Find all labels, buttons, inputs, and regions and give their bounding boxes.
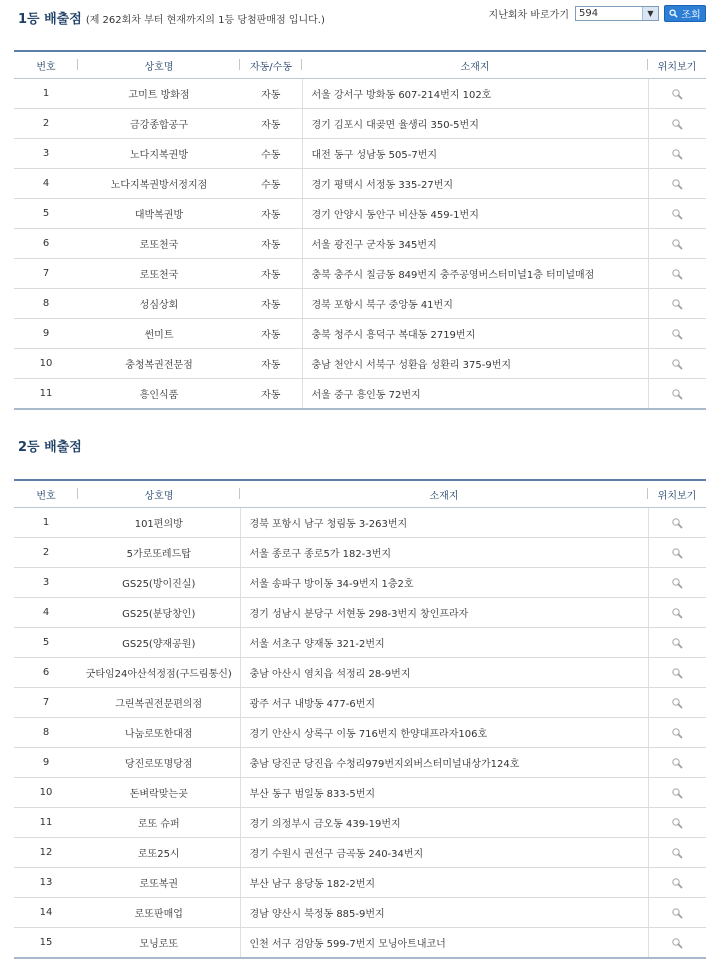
row-number: 10 bbox=[14, 778, 78, 808]
section1-heading bbox=[18, 8, 325, 27]
store-name: 로또판매업 bbox=[78, 898, 240, 928]
store-name: 나눔로또한대점 bbox=[78, 718, 240, 748]
location-cell bbox=[648, 568, 706, 598]
magnifier-icon[interactable] bbox=[671, 547, 683, 559]
table-row bbox=[14, 568, 706, 598]
store-name: 대박복권방 bbox=[78, 199, 240, 229]
table-row bbox=[14, 79, 706, 109]
row-number: 3 bbox=[14, 139, 78, 169]
row-number: 1 bbox=[14, 508, 78, 538]
store-name: 로또 슈퍼 bbox=[78, 808, 240, 838]
store-name: 썬미트 bbox=[78, 319, 240, 349]
section2-table bbox=[14, 479, 706, 959]
magnifier-icon[interactable] bbox=[671, 358, 683, 370]
round-select[interactable] bbox=[575, 6, 659, 21]
magnifier-icon[interactable] bbox=[671, 757, 683, 769]
row-number: 10 bbox=[14, 349, 78, 379]
store-address: 서울 서초구 양재동 321-2번지 bbox=[240, 628, 648, 658]
table-row bbox=[14, 169, 706, 199]
row-number: 11 bbox=[14, 808, 78, 838]
table-row bbox=[14, 928, 706, 959]
row-number: 5 bbox=[14, 628, 78, 658]
location-cell bbox=[648, 109, 706, 139]
table-row bbox=[14, 688, 706, 718]
table-row bbox=[14, 748, 706, 778]
row-number: 6 bbox=[14, 658, 78, 688]
store-name: 로또25시 bbox=[78, 838, 240, 868]
row-number: 12 bbox=[14, 838, 78, 868]
location-cell bbox=[648, 898, 706, 928]
store-address: 대전 동구 성남동 505-7번지 bbox=[302, 139, 648, 169]
header-location: 위치보기 bbox=[648, 480, 706, 508]
selection-type: 자동 bbox=[240, 79, 302, 109]
table-row bbox=[14, 109, 706, 139]
table-row bbox=[14, 259, 706, 289]
store-address: 서울 송파구 방이동 34-9번지 1층2호 bbox=[240, 568, 648, 598]
table-header-row bbox=[14, 480, 706, 508]
store-name: 로또천국 bbox=[78, 259, 240, 289]
row-number: 9 bbox=[14, 319, 78, 349]
store-address: 경기 평택시 서정동 335-27번지 bbox=[302, 169, 648, 199]
header-address: 소재지 bbox=[302, 51, 648, 79]
selection-type: 자동 bbox=[240, 379, 302, 410]
search-button-label: 조회 bbox=[681, 10, 701, 21]
location-cell bbox=[648, 658, 706, 688]
magnifier-icon[interactable] bbox=[671, 847, 683, 859]
store-address: 경북 포항시 남구 청림동 3-263번지 bbox=[240, 508, 648, 538]
location-cell bbox=[648, 628, 706, 658]
row-number: 13 bbox=[14, 868, 78, 898]
table-row bbox=[14, 538, 706, 568]
store-name: 노다지복권방서정지점 bbox=[78, 169, 240, 199]
selection-type: 자동 bbox=[240, 109, 302, 139]
location-cell bbox=[648, 79, 706, 109]
store-name: 충청복권전문점 bbox=[78, 349, 240, 379]
location-cell bbox=[648, 688, 706, 718]
magnifier-icon[interactable] bbox=[671, 388, 683, 400]
header-location: 위치보기 bbox=[648, 51, 706, 79]
store-address: 서울 강서구 방화동 607-214번지 102호 bbox=[302, 79, 648, 109]
selection-type: 자동 bbox=[240, 289, 302, 319]
table-row bbox=[14, 808, 706, 838]
store-name: 금강종합공구 bbox=[78, 109, 240, 139]
store-address: 부산 동구 범일동 833-5번지 bbox=[240, 778, 648, 808]
table-row bbox=[14, 868, 706, 898]
location-cell bbox=[648, 319, 706, 349]
store-name: 돈벼락맞는곳 bbox=[78, 778, 240, 808]
header-name: 상호명 bbox=[78, 480, 240, 508]
store-address: 경남 양산시 북정동 885-9번지 bbox=[240, 898, 648, 928]
section1-title: 1등 배출점 bbox=[18, 12, 82, 27]
table-row bbox=[14, 718, 706, 748]
table-row bbox=[14, 319, 706, 349]
table-row bbox=[14, 289, 706, 319]
header-address: 소재지 bbox=[240, 480, 648, 508]
round-select-value: 594 bbox=[579, 8, 599, 19]
row-number: 1 bbox=[14, 79, 78, 109]
magnifier-icon[interactable] bbox=[671, 328, 683, 340]
store-address: 충남 아산시 염치읍 석정리 28-9번지 bbox=[240, 658, 648, 688]
store-name: 흥인식품 bbox=[78, 379, 240, 410]
store-address: 경기 성남시 분당구 서현동 298-3번지 창인프라자 bbox=[240, 598, 648, 628]
round-jump-label: 지난회차 바로가기 bbox=[488, 10, 569, 21]
magnifier-icon[interactable] bbox=[671, 697, 683, 709]
table-row bbox=[14, 658, 706, 688]
row-number: 2 bbox=[14, 109, 78, 139]
store-address: 경북 포항시 북구 중앙동 41번지 bbox=[302, 289, 648, 319]
magnifier-icon[interactable] bbox=[671, 937, 683, 949]
location-cell bbox=[648, 808, 706, 838]
selection-type: 자동 bbox=[240, 259, 302, 289]
table-row bbox=[14, 598, 706, 628]
row-number: 14 bbox=[14, 898, 78, 928]
store-address: 경기 안산시 상록구 이동 716번지 한양대프라자106호 bbox=[240, 718, 648, 748]
store-name: 성심상회 bbox=[78, 289, 240, 319]
row-number: 3 bbox=[14, 568, 78, 598]
magnifier-icon[interactable] bbox=[671, 238, 683, 250]
store-address: 인천 서구 검암동 599-7번지 모닝아트내코너 bbox=[240, 928, 648, 959]
store-address: 광주 서구 내방동 477-6번지 bbox=[240, 688, 648, 718]
magnifier-icon[interactable] bbox=[671, 208, 683, 220]
header-type: 자동/수동 bbox=[240, 51, 302, 79]
table-row bbox=[14, 349, 706, 379]
location-cell bbox=[648, 538, 706, 568]
store-address: 경기 수원시 권선구 금곡동 240-34번지 bbox=[240, 838, 648, 868]
store-name: GS25(양재공원) bbox=[78, 628, 240, 658]
table-header-row bbox=[14, 51, 706, 79]
row-number: 6 bbox=[14, 229, 78, 259]
row-number: 4 bbox=[14, 169, 78, 199]
selection-type: 수동 bbox=[240, 139, 302, 169]
row-number: 2 bbox=[14, 538, 78, 568]
table-row bbox=[14, 628, 706, 658]
selection-type: 자동 bbox=[240, 349, 302, 379]
store-address: 서울 중구 흥인동 72번지 bbox=[302, 379, 648, 410]
magnifier-icon[interactable] bbox=[671, 607, 683, 619]
magnifier-icon[interactable] bbox=[671, 877, 683, 889]
location-cell bbox=[648, 838, 706, 868]
store-address: 부산 남구 용당동 182-2번지 bbox=[240, 868, 648, 898]
selection-type: 수동 bbox=[240, 169, 302, 199]
store-address: 충남 천안시 서북구 성환읍 성환리 375-9번지 bbox=[302, 349, 648, 379]
location-cell bbox=[648, 598, 706, 628]
magnifier-icon[interactable] bbox=[671, 178, 683, 190]
table-row bbox=[14, 838, 706, 868]
selection-type: 자동 bbox=[240, 319, 302, 349]
store-address: 경기 의정부시 금오동 439-19번지 bbox=[240, 808, 648, 838]
round-jump bbox=[489, 5, 706, 22]
store-name: 5가로또레드탑 bbox=[78, 538, 240, 568]
table-row bbox=[14, 898, 706, 928]
store-name: 101편의방 bbox=[78, 508, 240, 538]
store-name: 모닝로또 bbox=[78, 928, 240, 959]
store-name: GS25(분당창인) bbox=[78, 598, 240, 628]
section2-title: 2등 배출점 bbox=[18, 440, 82, 455]
magnifier-icon[interactable] bbox=[671, 577, 683, 589]
search-icon bbox=[669, 9, 678, 18]
table-row bbox=[14, 778, 706, 808]
location-cell bbox=[648, 139, 706, 169]
store-name: 노다지복권방 bbox=[78, 139, 240, 169]
table-row bbox=[14, 508, 706, 538]
location-cell bbox=[648, 868, 706, 898]
magnifier-icon[interactable] bbox=[671, 817, 683, 829]
magnifier-icon[interactable] bbox=[671, 667, 683, 679]
table-row bbox=[14, 229, 706, 259]
store-address: 충북 충주시 칠금동 849번지 충주공영버스터미널1층 터미널매점 bbox=[302, 259, 648, 289]
magnifier-icon[interactable] bbox=[671, 268, 683, 280]
section1-table bbox=[14, 50, 706, 410]
store-name: 고미트 방화점 bbox=[78, 79, 240, 109]
row-number: 4 bbox=[14, 598, 78, 628]
location-cell bbox=[648, 349, 706, 379]
magnifier-icon[interactable] bbox=[671, 727, 683, 739]
row-number: 8 bbox=[14, 718, 78, 748]
store-name: 굿타임24아산석정점(구드림통신) bbox=[78, 658, 240, 688]
header-no: 번호 bbox=[14, 51, 78, 79]
location-cell bbox=[648, 748, 706, 778]
location-cell bbox=[648, 169, 706, 199]
row-number: 7 bbox=[14, 259, 78, 289]
location-cell bbox=[648, 928, 706, 959]
magnifier-icon[interactable] bbox=[671, 298, 683, 310]
store-address: 경기 김포시 대곶면 율생리 350-5번지 bbox=[302, 109, 648, 139]
magnifier-icon[interactable] bbox=[671, 517, 683, 529]
chevron-down-icon[interactable]: ▼ bbox=[642, 7, 658, 20]
row-number: 9 bbox=[14, 748, 78, 778]
search-button[interactable] bbox=[664, 5, 706, 22]
table-row bbox=[14, 139, 706, 169]
location-cell bbox=[648, 289, 706, 319]
location-cell bbox=[648, 718, 706, 748]
row-number: 11 bbox=[14, 379, 78, 410]
store-name: 로또천국 bbox=[78, 229, 240, 259]
magnifier-icon[interactable] bbox=[671, 637, 683, 649]
store-name: 당진로또명당점 bbox=[78, 748, 240, 778]
store-name: GS25(방이진실) bbox=[78, 568, 240, 598]
row-number: 8 bbox=[14, 289, 78, 319]
magnifier-icon[interactable] bbox=[671, 88, 683, 100]
location-cell bbox=[648, 229, 706, 259]
store-address: 경기 안양시 동안구 비산동 459-1번지 bbox=[302, 199, 648, 229]
location-cell bbox=[648, 199, 706, 229]
header-name: 상호명 bbox=[78, 51, 240, 79]
store-address: 충북 청주시 흥덕구 복대동 2719번지 bbox=[302, 319, 648, 349]
magnifier-icon[interactable] bbox=[671, 787, 683, 799]
row-number: 5 bbox=[14, 199, 78, 229]
magnifier-icon[interactable] bbox=[671, 907, 683, 919]
selection-type: 자동 bbox=[240, 199, 302, 229]
table-row bbox=[14, 379, 706, 410]
magnifier-icon[interactable] bbox=[671, 148, 683, 160]
location-cell bbox=[648, 379, 706, 410]
row-number: 15 bbox=[14, 928, 78, 959]
store-address: 서울 광진구 군자동 345번지 bbox=[302, 229, 648, 259]
store-name: 로또복권 bbox=[78, 868, 240, 898]
magnifier-icon[interactable] bbox=[671, 118, 683, 130]
selection-type: 자동 bbox=[240, 229, 302, 259]
location-cell bbox=[648, 778, 706, 808]
row-number: 7 bbox=[14, 688, 78, 718]
location-cell bbox=[648, 508, 706, 538]
location-cell bbox=[648, 259, 706, 289]
header-no: 번호 bbox=[14, 480, 78, 508]
store-name: 그린복권전문편의점 bbox=[78, 688, 240, 718]
store-address: 충남 당진군 당진읍 수청리979번지외버스터미널내상가124호 bbox=[240, 748, 648, 778]
section1-note: (제 262회차 부터 현재까지의 1등 당첨판매점 입니다.) bbox=[85, 15, 325, 26]
table-row bbox=[14, 199, 706, 229]
store-address: 서울 종로구 종로5가 182-3번지 bbox=[240, 538, 648, 568]
